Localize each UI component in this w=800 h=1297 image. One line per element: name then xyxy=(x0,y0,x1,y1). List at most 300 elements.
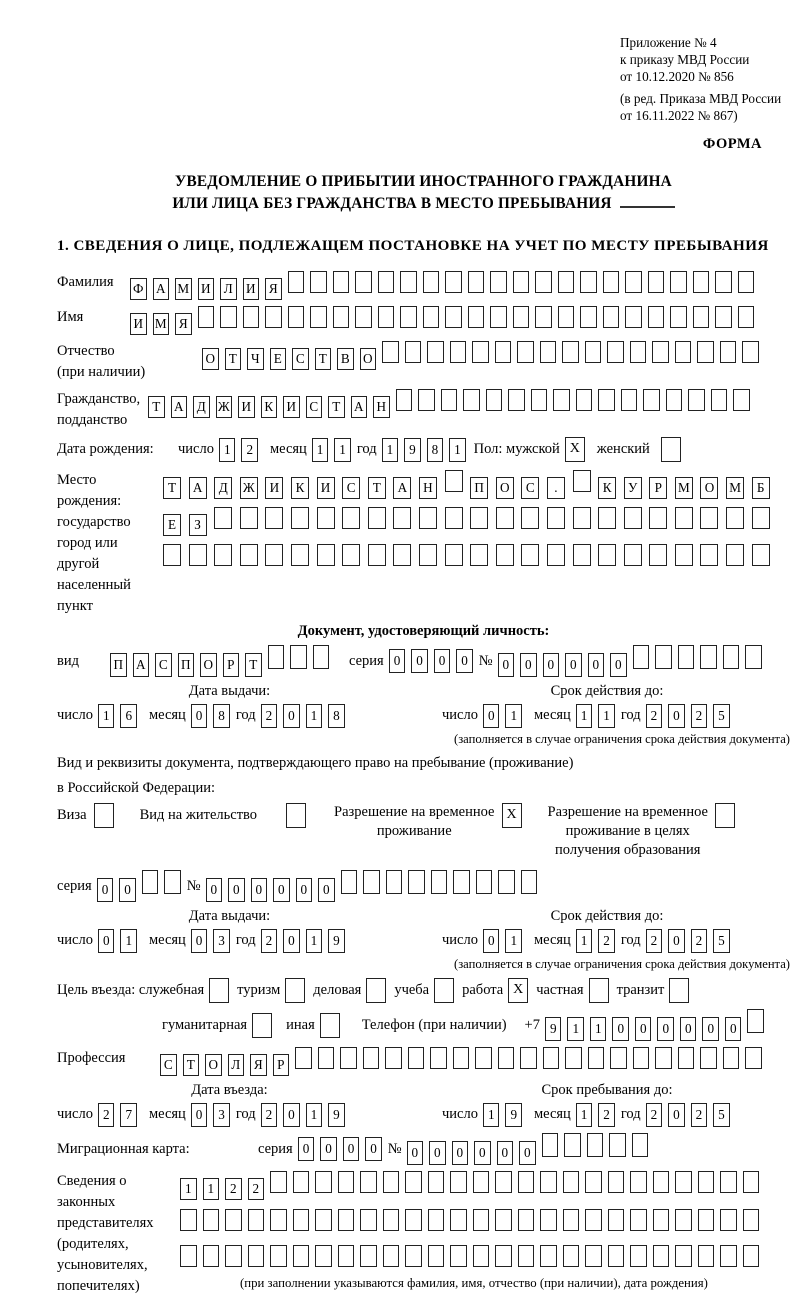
purpose-tourism-checkbox[interactable] xyxy=(285,978,305,1003)
char-cell[interactable]: Б xyxy=(752,477,770,499)
char-cell[interactable] xyxy=(473,1245,490,1267)
char-cell[interactable]: 0 xyxy=(588,653,605,677)
char-cell[interactable]: 2 xyxy=(261,704,278,728)
char-cell[interactable]: Е xyxy=(163,514,181,536)
char-cell[interactable]: И xyxy=(198,278,215,300)
char-cell[interactable]: 1 xyxy=(306,704,323,728)
char-cell[interactable] xyxy=(214,544,232,566)
char-cell[interactable] xyxy=(430,1047,447,1069)
char-cell[interactable] xyxy=(700,507,718,529)
char-cell[interactable]: 0 xyxy=(228,878,245,902)
char-cell[interactable] xyxy=(405,1245,422,1267)
char-cell[interactable]: 0 xyxy=(320,1137,337,1161)
char-cell[interactable]: 0 xyxy=(519,1141,536,1165)
char-cell[interactable]: 0 xyxy=(206,878,223,902)
char-cell[interactable] xyxy=(428,1245,445,1267)
char-cell[interactable] xyxy=(585,341,602,363)
char-cell[interactable]: О xyxy=(700,477,718,499)
char-cell[interactable] xyxy=(419,507,437,529)
char-cell[interactable] xyxy=(562,341,579,363)
char-cell[interactable] xyxy=(630,1245,647,1267)
char-cell[interactable]: Д xyxy=(193,396,210,418)
char-cell[interactable]: 2 xyxy=(261,1103,278,1127)
char-cell[interactable] xyxy=(598,544,616,566)
char-cell[interactable]: 0 xyxy=(283,704,300,728)
char-cell[interactable] xyxy=(697,341,714,363)
char-cell[interactable]: 1 xyxy=(483,1103,500,1127)
char-cell[interactable] xyxy=(293,1245,310,1267)
char-cell[interactable] xyxy=(214,507,232,529)
char-cell[interactable]: С xyxy=(306,396,323,418)
residence-permit-checkbox[interactable] xyxy=(286,803,306,828)
char-cell[interactable] xyxy=(518,1245,535,1267)
char-cell[interactable]: К xyxy=(598,477,616,499)
char-cell[interactable]: И xyxy=(283,396,300,418)
char-cell[interactable] xyxy=(715,271,732,293)
char-cell[interactable] xyxy=(531,389,548,411)
char-cell[interactable]: О xyxy=(205,1054,222,1076)
char-cell[interactable]: 0 xyxy=(318,878,335,902)
char-cell[interactable]: И xyxy=(130,313,147,335)
char-cell[interactable] xyxy=(743,1245,760,1267)
char-cell[interactable]: 0 xyxy=(565,653,582,677)
char-cell[interactable] xyxy=(564,1133,581,1157)
char-cell[interactable] xyxy=(405,1209,422,1231)
char-cell[interactable]: 2 xyxy=(691,929,708,953)
char-cell[interactable] xyxy=(338,1245,355,1267)
char-cell[interactable] xyxy=(355,271,372,293)
char-cell[interactable] xyxy=(378,271,395,293)
char-cell[interactable]: 2 xyxy=(691,1103,708,1127)
char-cell[interactable] xyxy=(700,645,717,669)
char-cell[interactable] xyxy=(310,271,327,293)
char-cell[interactable]: 1 xyxy=(567,1017,584,1041)
char-cell[interactable] xyxy=(360,1209,377,1231)
char-cell[interactable] xyxy=(418,389,435,411)
char-cell[interactable] xyxy=(693,271,710,293)
char-cell[interactable]: 0 xyxy=(191,929,208,953)
char-cell[interactable]: Р xyxy=(649,477,667,499)
char-cell[interactable] xyxy=(338,1209,355,1231)
char-cell[interactable]: И xyxy=(243,278,260,300)
char-cell[interactable] xyxy=(588,1047,605,1069)
char-cell[interactable]: 0 xyxy=(657,1017,674,1041)
char-cell[interactable] xyxy=(752,544,770,566)
char-cell[interactable] xyxy=(563,1209,580,1231)
char-cell[interactable]: 9 xyxy=(404,438,421,462)
char-cell[interactable] xyxy=(675,1245,692,1267)
char-cell[interactable]: 1 xyxy=(306,1103,323,1127)
char-cell[interactable]: 0 xyxy=(191,1103,208,1127)
char-cell[interactable] xyxy=(698,1245,715,1267)
char-cell[interactable] xyxy=(450,1209,467,1231)
char-cell[interactable] xyxy=(513,271,530,293)
char-cell[interactable] xyxy=(742,341,759,363)
char-cell[interactable] xyxy=(164,870,181,894)
char-cell[interactable] xyxy=(363,870,380,894)
char-cell[interactable]: К xyxy=(261,396,278,418)
char-cell[interactable] xyxy=(666,389,683,411)
char-cell[interactable] xyxy=(598,507,616,529)
char-cell[interactable] xyxy=(431,870,448,894)
char-cell[interactable] xyxy=(625,306,642,328)
char-cell[interactable] xyxy=(573,470,591,492)
char-cell[interactable]: П xyxy=(470,477,488,499)
char-cell[interactable] xyxy=(468,306,485,328)
char-cell[interactable] xyxy=(313,645,330,669)
char-cell[interactable]: П xyxy=(178,653,195,677)
char-cell[interactable]: 0 xyxy=(389,649,406,673)
visa-checkbox[interactable] xyxy=(94,803,114,828)
char-cell[interactable] xyxy=(700,1047,717,1069)
char-cell[interactable]: И xyxy=(317,477,335,499)
char-cell[interactable]: 0 xyxy=(635,1017,652,1041)
char-cell[interactable] xyxy=(547,507,565,529)
char-cell[interactable] xyxy=(540,1209,557,1231)
char-cell[interactable] xyxy=(317,507,335,529)
char-cell[interactable]: 2 xyxy=(598,929,615,953)
char-cell[interactable] xyxy=(643,389,660,411)
char-cell[interactable]: П xyxy=(110,653,127,677)
char-cell[interactable]: 2 xyxy=(225,1178,242,1200)
char-cell[interactable] xyxy=(630,1171,647,1193)
char-cell[interactable]: О xyxy=(496,477,514,499)
char-cell[interactable]: Я xyxy=(250,1054,267,1076)
char-cell[interactable]: 0 xyxy=(725,1017,742,1041)
char-cell[interactable] xyxy=(633,645,650,669)
char-cell[interactable] xyxy=(678,645,695,669)
char-cell[interactable] xyxy=(653,1171,670,1193)
char-cell[interactable]: Ж xyxy=(216,396,233,418)
char-cell[interactable]: А xyxy=(351,396,368,418)
purpose-other-checkbox[interactable] xyxy=(320,1013,340,1038)
char-cell[interactable] xyxy=(291,544,309,566)
char-cell[interactable]: Т xyxy=(148,396,165,418)
char-cell[interactable] xyxy=(293,1171,310,1193)
char-cell[interactable] xyxy=(453,870,470,894)
char-cell[interactable] xyxy=(540,1171,557,1193)
char-cell[interactable] xyxy=(386,870,403,894)
char-cell[interactable] xyxy=(342,544,360,566)
char-cell[interactable] xyxy=(341,870,358,894)
char-cell[interactable] xyxy=(408,1047,425,1069)
char-cell[interactable] xyxy=(270,1245,287,1267)
char-cell[interactable]: 2 xyxy=(646,929,663,953)
char-cell[interactable] xyxy=(608,1245,625,1267)
char-cell[interactable]: 3 xyxy=(213,929,230,953)
char-cell[interactable] xyxy=(648,306,665,328)
char-cell[interactable]: 0 xyxy=(483,704,500,728)
char-cell[interactable] xyxy=(610,1047,627,1069)
purpose-study-checkbox[interactable] xyxy=(434,978,454,1003)
char-cell[interactable]: А xyxy=(393,477,411,499)
char-cell[interactable] xyxy=(288,271,305,293)
char-cell[interactable] xyxy=(265,544,283,566)
char-cell[interactable] xyxy=(700,544,718,566)
char-cell[interactable] xyxy=(450,341,467,363)
char-cell[interactable] xyxy=(338,1171,355,1193)
char-cell[interactable] xyxy=(445,470,463,492)
char-cell[interactable]: 0 xyxy=(273,878,290,902)
char-cell[interactable] xyxy=(598,389,615,411)
char-cell[interactable] xyxy=(693,306,710,328)
char-cell[interactable] xyxy=(543,1047,560,1069)
char-cell[interactable] xyxy=(291,507,309,529)
char-cell[interactable] xyxy=(521,870,538,894)
char-cell[interactable] xyxy=(383,1209,400,1231)
char-cell[interactable] xyxy=(470,507,488,529)
char-cell[interactable] xyxy=(585,1171,602,1193)
char-cell[interactable]: 0 xyxy=(498,653,515,677)
char-cell[interactable] xyxy=(652,341,669,363)
char-cell[interactable] xyxy=(587,1133,604,1157)
sex-male-checkbox[interactable]: X xyxy=(565,437,585,462)
char-cell[interactable] xyxy=(495,1209,512,1231)
char-cell[interactable]: 5 xyxy=(713,1103,730,1127)
char-cell[interactable]: 1 xyxy=(449,438,466,462)
char-cell[interactable]: Т xyxy=(328,396,345,418)
char-cell[interactable] xyxy=(675,1209,692,1231)
char-cell[interactable]: 1 xyxy=(576,704,593,728)
char-cell[interactable] xyxy=(540,341,557,363)
char-cell[interactable]: Т xyxy=(245,653,262,677)
char-cell[interactable]: 0 xyxy=(97,878,114,902)
char-cell[interactable]: Т xyxy=(225,348,242,370)
char-cell[interactable] xyxy=(513,306,530,328)
char-cell[interactable]: 1 xyxy=(120,929,137,953)
char-cell[interactable]: 1 xyxy=(306,929,323,953)
char-cell[interactable]: 9 xyxy=(505,1103,522,1127)
char-cell[interactable] xyxy=(743,1209,760,1231)
char-cell[interactable] xyxy=(203,1245,220,1267)
char-cell[interactable] xyxy=(648,271,665,293)
char-cell[interactable] xyxy=(445,507,463,529)
char-cell[interactable] xyxy=(518,1171,535,1193)
char-cell[interactable] xyxy=(715,306,732,328)
char-cell[interactable] xyxy=(396,389,413,411)
char-cell[interactable]: 1 xyxy=(505,704,522,728)
char-cell[interactable]: Ф xyxy=(130,278,147,300)
char-cell[interactable]: 0 xyxy=(474,1141,491,1165)
char-cell[interactable] xyxy=(521,544,539,566)
char-cell[interactable]: 0 xyxy=(452,1141,469,1165)
char-cell[interactable]: О xyxy=(360,348,377,370)
char-cell[interactable] xyxy=(475,1047,492,1069)
char-cell[interactable] xyxy=(317,544,335,566)
char-cell[interactable]: 8 xyxy=(328,704,345,728)
char-cell[interactable]: 0 xyxy=(365,1137,382,1161)
char-cell[interactable]: Т xyxy=(163,477,181,499)
char-cell[interactable]: 0 xyxy=(520,653,537,677)
char-cell[interactable]: 2 xyxy=(248,1178,265,1200)
char-cell[interactable]: Ч xyxy=(247,348,264,370)
sex-female-checkbox[interactable] xyxy=(661,437,681,462)
char-cell[interactable]: Л xyxy=(220,278,237,300)
char-cell[interactable]: . xyxy=(547,477,565,499)
char-cell[interactable]: 9 xyxy=(545,1017,562,1041)
char-cell[interactable] xyxy=(738,306,755,328)
char-cell[interactable]: 0 xyxy=(668,704,685,728)
char-cell[interactable] xyxy=(265,306,282,328)
char-cell[interactable]: О xyxy=(202,348,219,370)
char-cell[interactable] xyxy=(630,341,647,363)
char-cell[interactable]: 0 xyxy=(429,1141,446,1165)
char-cell[interactable]: 8 xyxy=(213,704,230,728)
char-cell[interactable] xyxy=(585,1245,602,1267)
char-cell[interactable] xyxy=(463,389,480,411)
char-cell[interactable] xyxy=(355,306,372,328)
temp-residence-edu-checkbox[interactable] xyxy=(715,803,735,828)
char-cell[interactable] xyxy=(290,645,307,669)
char-cell[interactable] xyxy=(333,271,350,293)
char-cell[interactable] xyxy=(675,1171,692,1193)
char-cell[interactable]: 0 xyxy=(497,1141,514,1165)
char-cell[interactable]: 1 xyxy=(576,1103,593,1127)
char-cell[interactable] xyxy=(649,507,667,529)
char-cell[interactable] xyxy=(711,389,728,411)
char-cell[interactable] xyxy=(576,389,593,411)
char-cell[interactable] xyxy=(423,306,440,328)
char-cell[interactable] xyxy=(363,1047,380,1069)
char-cell[interactable] xyxy=(142,870,159,894)
char-cell[interactable]: Я xyxy=(265,278,282,300)
char-cell[interactable] xyxy=(655,645,672,669)
char-cell[interactable] xyxy=(580,271,597,293)
char-cell[interactable] xyxy=(521,507,539,529)
char-cell[interactable] xyxy=(624,544,642,566)
char-cell[interactable] xyxy=(698,1171,715,1193)
char-cell[interactable]: 3 xyxy=(213,1103,230,1127)
purpose-transit-checkbox[interactable] xyxy=(669,978,689,1003)
char-cell[interactable] xyxy=(220,306,237,328)
char-cell[interactable]: 0 xyxy=(702,1017,719,1041)
char-cell[interactable]: Л xyxy=(228,1054,245,1076)
char-cell[interactable] xyxy=(393,507,411,529)
char-cell[interactable] xyxy=(565,1047,582,1069)
char-cell[interactable] xyxy=(293,1209,310,1231)
char-cell[interactable] xyxy=(490,271,507,293)
char-cell[interactable] xyxy=(720,1245,737,1267)
char-cell[interactable]: Р xyxy=(223,653,240,677)
char-cell[interactable] xyxy=(445,271,462,293)
char-cell[interactable] xyxy=(180,1245,197,1267)
char-cell[interactable] xyxy=(423,271,440,293)
char-cell[interactable] xyxy=(675,507,693,529)
char-cell[interactable] xyxy=(632,1133,649,1157)
char-cell[interactable]: М xyxy=(675,477,693,499)
char-cell[interactable] xyxy=(445,306,462,328)
char-cell[interactable] xyxy=(624,507,642,529)
char-cell[interactable] xyxy=(318,1047,335,1069)
char-cell[interactable] xyxy=(441,389,458,411)
char-cell[interactable]: М xyxy=(175,278,192,300)
char-cell[interactable] xyxy=(603,306,620,328)
char-cell[interactable] xyxy=(496,544,514,566)
char-cell[interactable] xyxy=(688,389,705,411)
char-cell[interactable]: С xyxy=(292,348,309,370)
char-cell[interactable] xyxy=(608,1209,625,1231)
char-cell[interactable] xyxy=(518,1209,535,1231)
char-cell[interactable] xyxy=(486,389,503,411)
char-cell[interactable] xyxy=(408,870,425,894)
char-cell[interactable] xyxy=(603,271,620,293)
char-cell[interactable] xyxy=(723,645,740,669)
char-cell[interactable]: С xyxy=(521,477,539,499)
char-cell[interactable] xyxy=(470,544,488,566)
char-cell[interactable] xyxy=(240,507,258,529)
char-cell[interactable] xyxy=(270,1171,287,1193)
char-cell[interactable] xyxy=(203,1209,220,1231)
char-cell[interactable]: 2 xyxy=(261,929,278,953)
char-cell[interactable] xyxy=(490,306,507,328)
char-cell[interactable]: 0 xyxy=(610,653,627,677)
char-cell[interactable] xyxy=(723,1047,740,1069)
char-cell[interactable] xyxy=(733,389,750,411)
char-cell[interactable]: Я xyxy=(175,313,192,335)
char-cell[interactable]: 0 xyxy=(612,1017,629,1041)
char-cell[interactable]: 0 xyxy=(251,878,268,902)
char-cell[interactable]: 0 xyxy=(483,929,500,953)
char-cell[interactable] xyxy=(310,306,327,328)
char-cell[interactable] xyxy=(678,1047,695,1069)
char-cell[interactable] xyxy=(535,271,552,293)
char-cell[interactable] xyxy=(517,341,534,363)
char-cell[interactable]: Т xyxy=(368,477,386,499)
purpose-humanitarian-checkbox[interactable] xyxy=(252,1013,272,1038)
char-cell[interactable]: Н xyxy=(373,396,390,418)
char-cell[interactable] xyxy=(360,1171,377,1193)
char-cell[interactable] xyxy=(295,1047,312,1069)
char-cell[interactable]: 0 xyxy=(543,653,560,677)
char-cell[interactable] xyxy=(340,1047,357,1069)
char-cell[interactable]: 2 xyxy=(241,438,258,462)
char-cell[interactable] xyxy=(726,544,744,566)
char-cell[interactable]: Р xyxy=(273,1054,290,1076)
char-cell[interactable]: 6 xyxy=(120,704,137,728)
char-cell[interactable] xyxy=(240,544,258,566)
char-cell[interactable]: 1 xyxy=(98,704,115,728)
char-cell[interactable]: 0 xyxy=(668,1103,685,1127)
char-cell[interactable] xyxy=(675,544,693,566)
char-cell[interactable] xyxy=(609,1133,626,1157)
char-cell[interactable]: И xyxy=(238,396,255,418)
char-cell[interactable] xyxy=(198,306,215,328)
char-cell[interactable]: О xyxy=(200,653,217,677)
char-cell[interactable] xyxy=(405,1171,422,1193)
char-cell[interactable]: 0 xyxy=(434,649,451,673)
char-cell[interactable]: 9 xyxy=(328,1103,345,1127)
char-cell[interactable] xyxy=(745,645,762,669)
char-cell[interactable] xyxy=(315,1209,332,1231)
char-cell[interactable] xyxy=(288,306,305,328)
char-cell[interactable]: 5 xyxy=(713,704,730,728)
char-cell[interactable] xyxy=(653,1209,670,1231)
char-cell[interactable] xyxy=(498,870,515,894)
char-cell[interactable] xyxy=(573,507,591,529)
char-cell[interactable] xyxy=(670,306,687,328)
char-cell[interactable] xyxy=(405,341,422,363)
char-cell[interactable]: Ж xyxy=(240,477,258,499)
char-cell[interactable] xyxy=(450,1245,467,1267)
char-cell[interactable] xyxy=(585,1209,602,1231)
char-cell[interactable] xyxy=(720,1171,737,1193)
char-cell[interactable] xyxy=(743,1171,760,1193)
char-cell[interactable] xyxy=(520,1047,537,1069)
char-cell[interactable]: 2 xyxy=(598,1103,615,1127)
char-cell[interactable] xyxy=(383,1171,400,1193)
char-cell[interactable] xyxy=(508,389,525,411)
char-cell[interactable]: 1 xyxy=(334,438,351,462)
